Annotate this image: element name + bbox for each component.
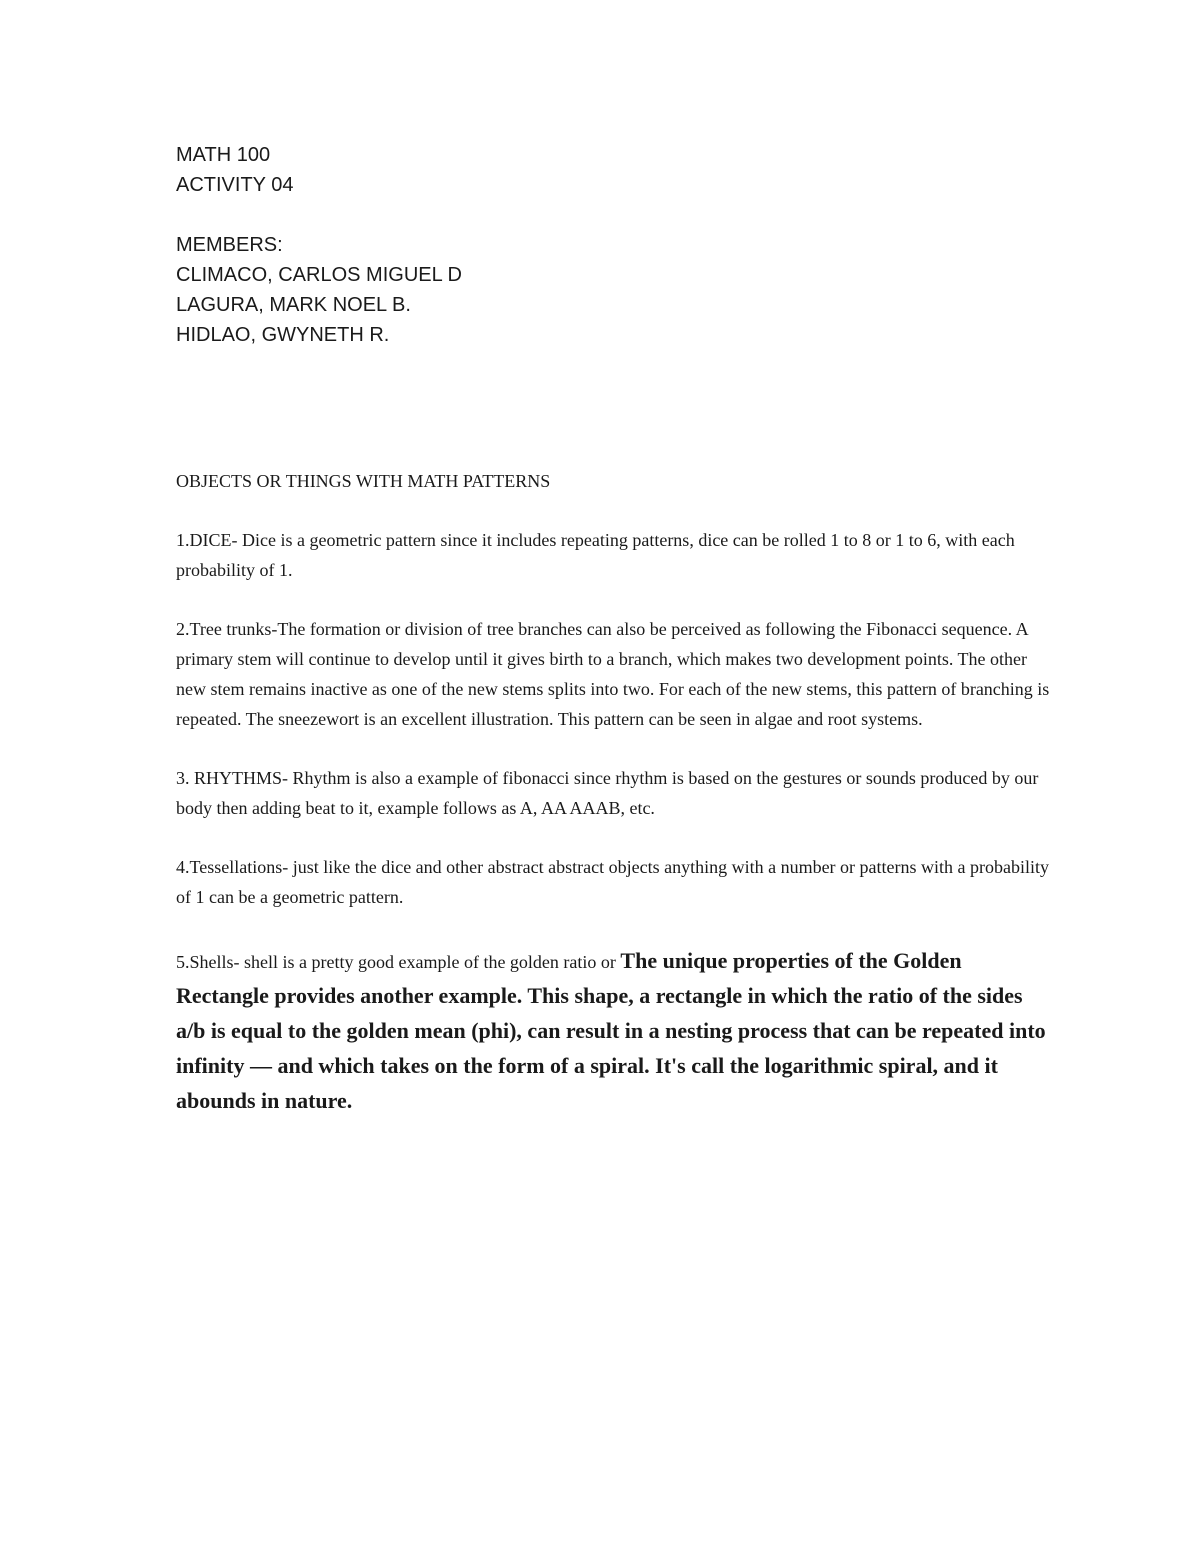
- paragraph-spacer: [176, 912, 1056, 944]
- paragraph-spacer: [176, 734, 1056, 764]
- member-name: LAGURA, MARK NOEL B.: [176, 294, 411, 316]
- item-tree-trunks: 2.Tree trunks-The formation or division of tree branches can also be perceived as following the Fibonacci sequence. A primary stem will continue to develop until it gives birth to a branch, which makes two development points. The other new stem remains inactive as one of the new stems splits into two. For each of the new stems, this pattern of branching is repeated. The sneezewort is an excellent illustration. This pattern can be seen in algae and root systems.: [176, 619, 1050, 729]
- document-body: [176, 467, 1056, 1119]
- section-heading: OBJECTS OR THINGS WITH MATH PATTERNS: [176, 471, 551, 491]
- members-label: MEMBERS:: [176, 234, 283, 256]
- paragraph-spacer: [176, 497, 1056, 527]
- item-shells-bold: The unique properties of the Golden Rectangle provides another example. This shape, a rectangle in which the ratio of the sides a/b is equal to the golden mean (phi), can result in a nesting process that can be repeated into infinity — and which takes on the form of a spiral. It's call the logarithmic spiral, and it abounds in nature.: [176, 948, 1046, 1114]
- document-header: [176, 140, 462, 350]
- item-shells: [176, 944, 1056, 1119]
- item-rhythms: 3. RHYTHMS- Rhythm is also a example of fibonacci since rhythm is based on the gestures or sounds produced by our body then adding beat to it, example follows as A, AA AAAB, etc.: [176, 767, 1039, 818]
- activity-title: ACTIVITY 04: [176, 174, 294, 196]
- item-tessellations: 4.Tessellations- just like the dice and other abstract abstract objects anything with a number or patterns with a probability of 1 can be a geometric pattern.: [176, 857, 1049, 907]
- course-title: MATH 100: [176, 144, 271, 166]
- header-spacer: [176, 200, 462, 230]
- paragraph-spacer: [176, 586, 1056, 616]
- member-name: CLIMACO, CARLOS MIGUEL D: [176, 264, 462, 286]
- item-dice: 1.DICE- Dice is a geometric pattern since it includes repeating patterns, dice can be rolled 1 to 8 or 1 to 6, with each probability of 1.: [176, 530, 1015, 581]
- item-shells-intro: 5.Shells- shell is a pretty good example of the golden ratio or: [176, 952, 621, 973]
- member-name: HIDLAO, GWYNETH R.: [176, 324, 390, 346]
- paragraph-spacer: [176, 823, 1056, 853]
